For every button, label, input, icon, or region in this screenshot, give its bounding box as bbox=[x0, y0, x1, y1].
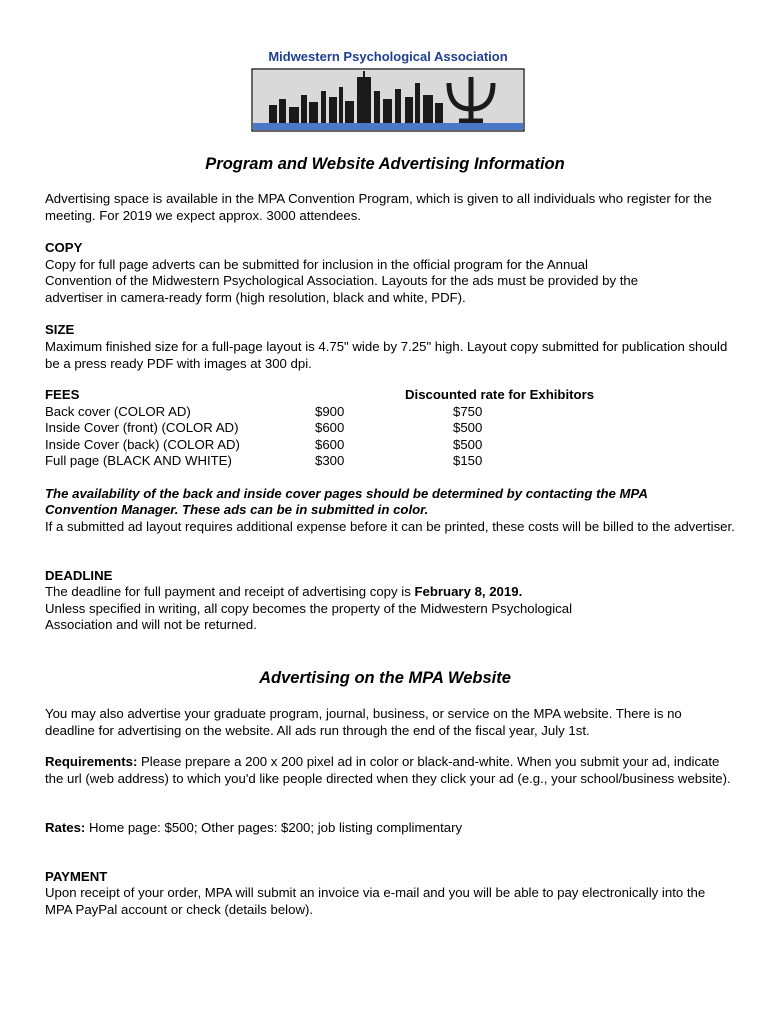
fees-heading: FEES bbox=[45, 387, 80, 402]
logo-text: Midwestern Psychological Association bbox=[268, 49, 508, 64]
fee-item: Full page (BLACK AND WHITE) bbox=[45, 453, 232, 468]
fee-price: $600 bbox=[315, 436, 345, 452]
fee-row bbox=[45, 420, 745, 437]
fee-discount: $150 bbox=[453, 453, 483, 468]
fee-row bbox=[45, 437, 745, 454]
mpa-logo bbox=[249, 47, 527, 133]
availability-line-2: Convention Manager. These ads can be in submitted in color. bbox=[45, 502, 429, 517]
skyline-logo-graphic bbox=[249, 47, 527, 133]
deadline-text bbox=[45, 584, 735, 601]
payment-heading: PAYMENT bbox=[45, 869, 108, 884]
fee-discount: $500 bbox=[453, 436, 483, 452]
deadline-date: February 8, 2019. bbox=[414, 584, 523, 599]
page-title: Program and Website Advertising Information bbox=[205, 155, 565, 173]
size-heading: SIZE bbox=[45, 322, 75, 337]
copy-line-3: advertiser in camera-ready form (high resolution, black and white, PDF). bbox=[45, 290, 466, 305]
rates-body: Home page: $500; Other pages: $200; job listing complimentary bbox=[85, 820, 463, 835]
fees-header-row bbox=[45, 387, 745, 404]
fee-item: Inside Cover (back) (COLOR AD) bbox=[45, 436, 240, 452]
additional-expense-text: If a submitted ad layout requires additional expense before it can be printed, these costs will be billed to the advertiser. bbox=[45, 519, 735, 534]
fee-discount: $500 bbox=[453, 420, 483, 435]
rates-label: Rates: bbox=[45, 820, 86, 835]
fee-row bbox=[45, 453, 745, 470]
fee-price: $300 bbox=[315, 453, 345, 468]
deadline-heading: DEADLINE bbox=[45, 568, 113, 583]
requirements-body: Please prepare a 200 x 200 pixel ad in color or black-and-white. When you submit your ad, indicate the url (web address) to which you'd like people directed when they click your ad (e.g., your school/business website). bbox=[45, 754, 731, 786]
website-text: You may also advertise your graduate program, journal, business, or service on the MPA website. There is no deadline for advertising on the website. All ads run through the end of the fiscal year, July 1st. bbox=[45, 706, 682, 738]
deadline-line-3: Association and will not be returned. bbox=[45, 617, 257, 632]
deadline-line-2: Unless specified in writing, all copy becomes the property of the Midwestern Psychological bbox=[45, 601, 573, 616]
payment-text: Upon receipt of your order, MPA will submit an invoice via e-mail and you will be able to pay electronically into the MPA PayPal account or check (details below). bbox=[45, 885, 706, 917]
fee-discount: $750 bbox=[453, 403, 483, 419]
fee-price: $900 bbox=[315, 403, 345, 419]
intro-text: Advertising space is available in the MPA Convention Program, which is given to all individuals who register for the meeting. For 2019 we expect approx. 3000 attendees. bbox=[45, 191, 712, 223]
fees-table bbox=[45, 387, 745, 470]
copy-heading: COPY bbox=[45, 240, 83, 255]
fee-row bbox=[45, 404, 745, 421]
fee-item: Back cover (COLOR AD) bbox=[45, 403, 191, 419]
availability-line-1: The availability of the back and inside cover pages should be determined by contacting the MPA bbox=[45, 486, 648, 501]
discount-heading: Discounted rate for Exhibitors bbox=[405, 387, 595, 402]
size-text: Maximum finished size for a full-page layout is 4.75" wide by 7.25" high. Layout copy submitted for publication should be a press ready PDF with images at 300 dpi. bbox=[45, 339, 728, 371]
deadline-prefix: The deadline for full payment and receipt of advertising copy is bbox=[45, 584, 415, 599]
rates-text bbox=[45, 820, 735, 837]
fee-item: Inside Cover (front) (COLOR AD) bbox=[45, 420, 239, 435]
requirements-text bbox=[45, 754, 735, 787]
copy-line-2: Convention of the Midwestern Psychological Association. Layouts for the ads must be provided by the bbox=[45, 273, 639, 288]
website-section-title: Advertising on the MPA Website bbox=[259, 669, 511, 687]
requirements-label: Requirements: bbox=[45, 754, 138, 769]
fee-price: $600 bbox=[315, 420, 345, 435]
copy-line-1: Copy for full page adverts can be submitted for inclusion in the official program for the Annual bbox=[45, 257, 588, 272]
